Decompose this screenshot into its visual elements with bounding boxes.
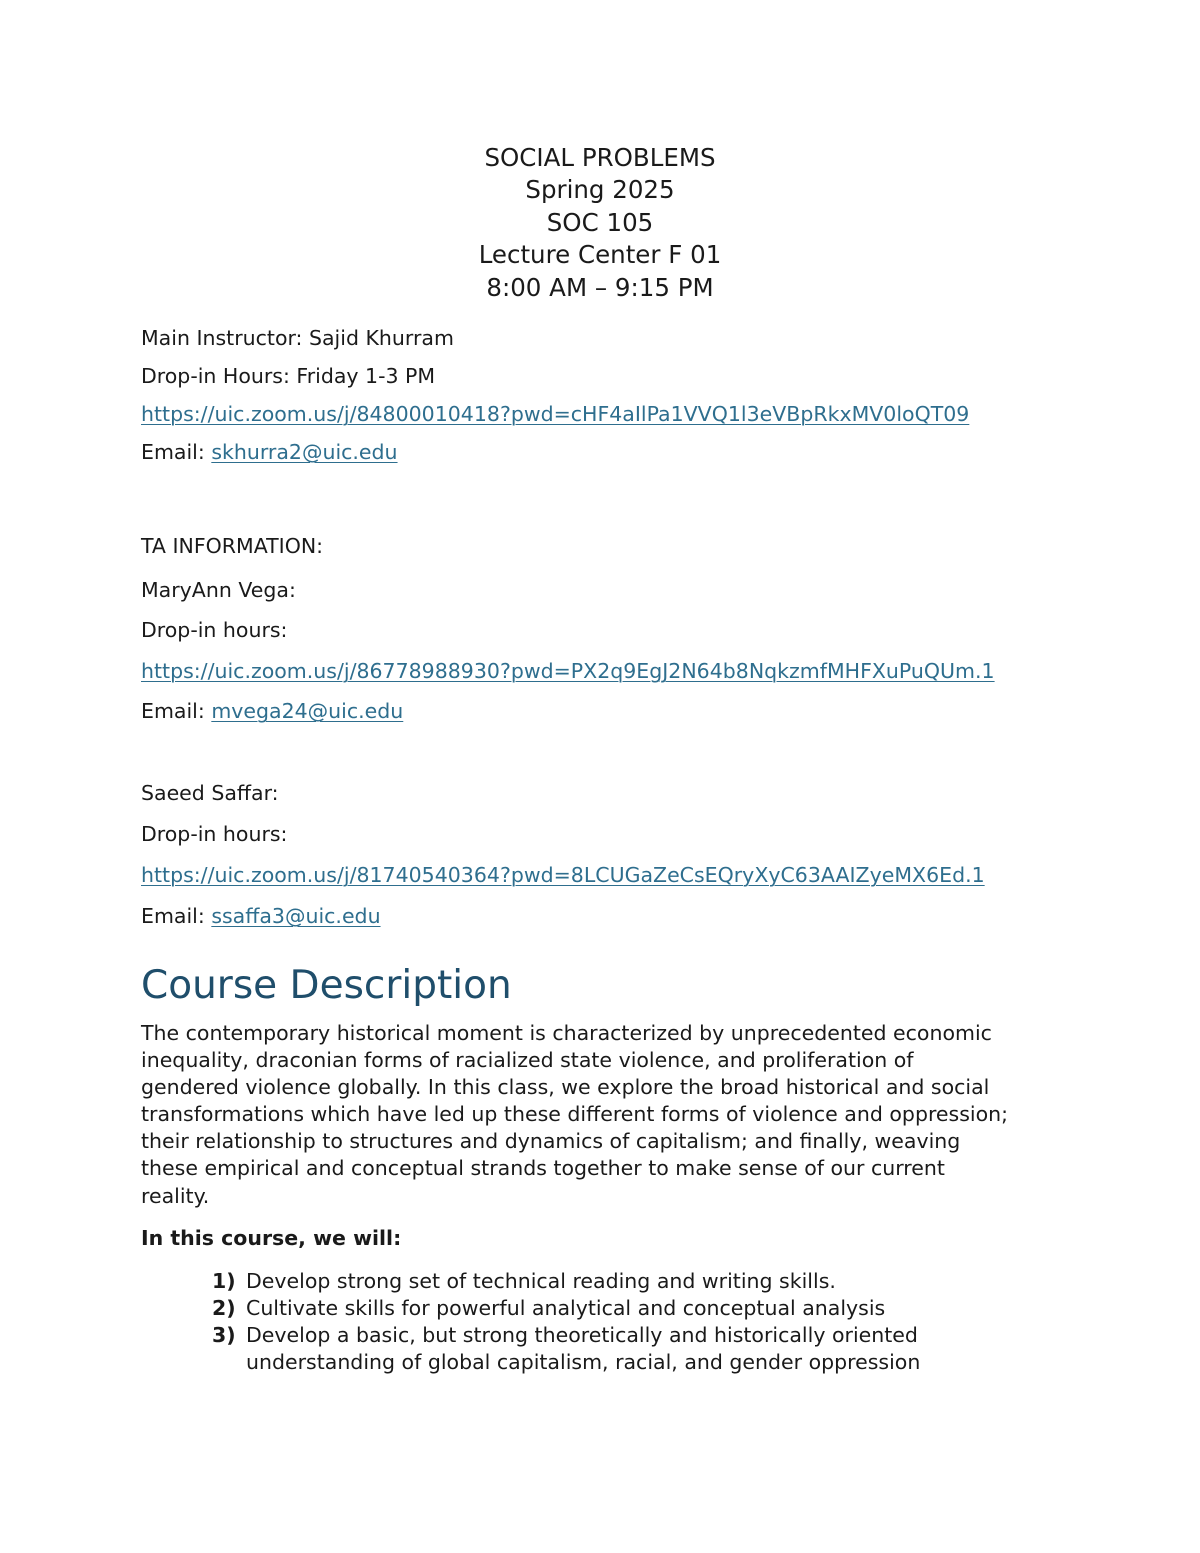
list-item (212, 1295, 920, 1322)
ta-hours-label: Drop-in hours: (141, 618, 288, 642)
list-item-number: 2) (212, 1296, 236, 1320)
ta-name: MaryAnn Vega: (141, 578, 296, 602)
course-description-paragraph (141, 1020, 1061, 1210)
paragraph-line: inequality, draconian forms of racialized state violence, and proliferation of (141, 1048, 914, 1073)
instructor-hours: Drop-in Hours: Friday 1-3 PM (141, 364, 436, 388)
ta-zoom-link-line (141, 658, 995, 684)
paragraph-line: reality. (141, 1183, 210, 1208)
ta-hours-label: Drop-in hours: (141, 822, 288, 846)
instructor-name: Main Instructor: Sajid Khurram (141, 326, 454, 350)
list-item (212, 1322, 920, 1376)
list-item-number: 3) (212, 1323, 236, 1347)
instructor-zoom-link-line (141, 401, 969, 427)
ta-name: Saeed Saffar: (141, 781, 279, 805)
course-time: 8:00 AM – 9:15 PM (486, 272, 714, 302)
ta-zoom-link[interactable]: https://uic.zoom.us/j/86778988930?pwd=PX2q9EgJ2N64b8NqkzmfMHFXuPuQUm.1 (141, 659, 995, 683)
ta-email-link[interactable]: mvega24@uic.edu (211, 699, 404, 723)
list-item-text: Develop strong set of technical reading and writing skills. (246, 1269, 836, 1293)
list-item (212, 1268, 920, 1295)
course-term: Spring 2025 (525, 175, 675, 205)
ta-zoom-link[interactable]: https://uic.zoom.us/j/81740540364?pwd=8LCUGaZeCsEQryXyC63AAIZyeMX6Ed.1 (141, 863, 985, 887)
course-title: SOCIAL PROBLEMS (484, 143, 716, 172)
ta-heading: TA INFORMATION: (141, 534, 324, 558)
instructor-email-label: Email: (141, 440, 212, 464)
ta-email-label: Email: (141, 699, 212, 723)
goals-list (212, 1268, 920, 1376)
paragraph-line: these empirical and conceptual strands together to make sense of our current (141, 1156, 945, 1181)
ta-email-line (141, 698, 403, 724)
paragraph-line: The contemporary historical moment is characterized by unprecedented economic (141, 1021, 992, 1045)
instructor-email-line (141, 439, 398, 465)
list-item-text: Cultivate skills for powerful analytical and conceptual analysis (246, 1296, 886, 1320)
instructor-zoom-link[interactable]: https://uic.zoom.us/j/84800010418?pwd=cHF4aIlPa1VVQ1l3eVBpRkxMV0loQT09 (141, 402, 970, 426)
paragraph-line: transformations which have led up these different forms of violence and oppression; (141, 1102, 1009, 1127)
ta-zoom-link-line (141, 862, 985, 888)
ta-email-link[interactable]: ssaffa3@uic.edu (211, 904, 381, 928)
course-header (0, 142, 1200, 304)
course-description-heading: Course Description (141, 963, 512, 1008)
goals-heading: In this course, we will: (141, 1226, 402, 1250)
instructor-email-link[interactable]: skhurra2@uic.edu (211, 440, 398, 464)
course-location: Lecture Center F 01 (478, 240, 722, 270)
list-item-number: 1) (212, 1269, 236, 1293)
ta-email-line (141, 903, 381, 929)
paragraph-line: their relationship to structures and dynamics of capitalism; and finally, weaving (141, 1129, 961, 1154)
ta-email-label: Email: (141, 904, 212, 928)
course-code: SOC 105 (546, 207, 654, 237)
list-item-text: understanding of global capitalism, racial, and gender oppression (246, 1350, 921, 1374)
list-item-text: Develop a basic, but strong theoretically and historically oriented (246, 1323, 918, 1347)
paragraph-line: gendered violence globally. In this class, we explore the broad historical and social (141, 1075, 990, 1100)
